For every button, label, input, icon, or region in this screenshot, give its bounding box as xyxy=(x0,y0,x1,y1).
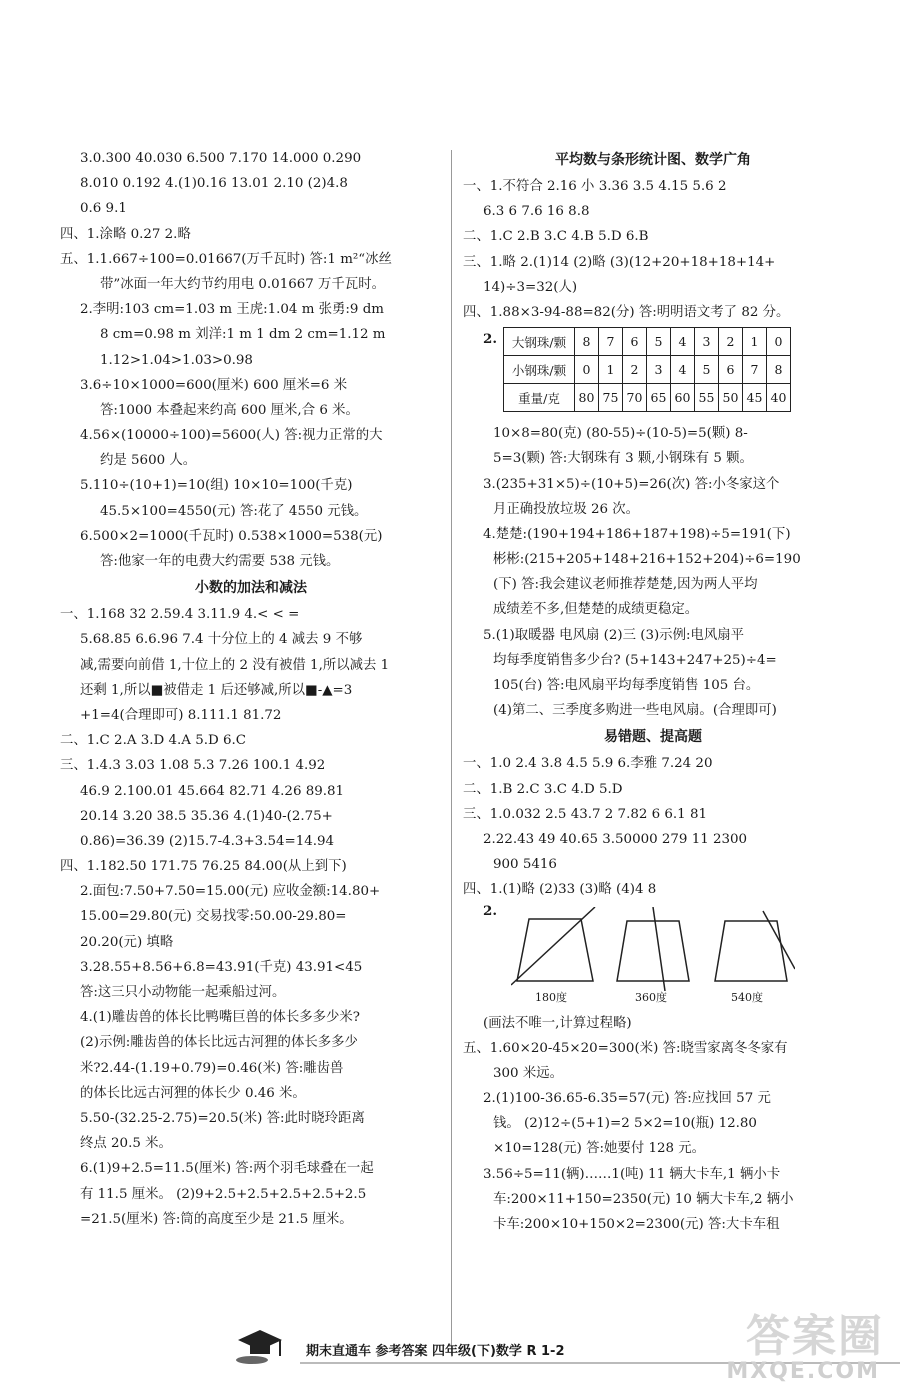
angle-label: 540度 xyxy=(731,990,763,1004)
table-cell: 1 xyxy=(743,328,767,356)
table-cell: 0 xyxy=(767,328,791,356)
answer-line: 有 11.5 厘米。 (2)9+2.5+2.5+2.5+2.5+2.5 xyxy=(80,1186,367,1202)
column-divider xyxy=(451,150,452,1355)
answer-line: 四、1.(1)略 (2)33 (3)略 (4)4 8 xyxy=(463,882,657,898)
table-cell: 4 xyxy=(671,328,695,356)
table-cell: 8 xyxy=(575,328,599,356)
answer-line: =21.5(厘米) 答:筒的高度至少是 21.5 厘米。 xyxy=(80,1211,353,1227)
answer-line: 二、1.C 2.A 3.D 4.A 5.D 6.C xyxy=(60,733,247,749)
answer-line: 的体长比远古河狸的体长少 0.46 米。 xyxy=(80,1085,306,1101)
table-cell: 40 xyxy=(767,384,791,412)
quadrilateral-figure xyxy=(613,907,693,991)
page-footer xyxy=(230,1340,700,1370)
answer-line: (下) 答:我会建议老师推荐楚楚,因为两人平均 xyxy=(493,577,758,593)
answer-line: 三、1.0.032 2.5 43.7 2 7.82 6 6.1 81 xyxy=(463,806,707,822)
answer-line: 45.5×100=4550(元) 答:花了 4550 元钱。 xyxy=(100,503,368,519)
table-cell: 2 xyxy=(719,328,743,356)
weight-table xyxy=(503,327,791,412)
answer-line: 46.9 2.100.01 45.664 82.71 4.26 89.81 xyxy=(80,783,345,799)
answer-line: 3.0.300 40.030 6.500 7.170 14.000 0.290 xyxy=(80,151,362,166)
answer-line: 6.500×2=1000(千瓦时) 0.538×1000=538(元) xyxy=(80,528,383,544)
table-cell: 5 xyxy=(695,356,719,384)
trapezoid-shape-3 xyxy=(715,921,787,981)
row-header: 大钢珠/颗 xyxy=(504,328,575,356)
right-column xyxy=(463,146,843,1237)
angle-figures xyxy=(463,903,843,1011)
answer-line: 14)÷3=32(人) xyxy=(483,279,578,295)
table-cell: 45 xyxy=(743,384,767,412)
answer-line: 5.110÷(10+1)=10(组) 10×10=100(千克) xyxy=(80,478,353,494)
answer-line: 成绩差不多,但楚楚的成绩更稳定。 xyxy=(493,602,699,618)
row-header: 重量/克 xyxy=(504,384,575,412)
answer-line: 4.楚楚:(190+194+186+187+198)÷5=191(下) xyxy=(483,526,791,542)
answer-line: 四、1.182.50 171.75 76.25 84.00(从上到下) xyxy=(60,859,347,875)
table-cell: 6 xyxy=(623,328,647,356)
figure-number: 2. xyxy=(483,902,497,919)
answer-line: 二、1.B 2.C 3.C 4.D 5.D xyxy=(463,781,623,797)
answer-line: 3.(235+31×5)÷(10+5)=26(次) 答:小冬家这个 xyxy=(483,476,780,492)
answer-line: 5=3(颗) 答:大钢珠有 3 颗,小钢珠有 5 颗。 xyxy=(493,451,753,467)
answer-line: 均每季度销售多少台? (5+143+247+25)÷4= xyxy=(493,652,777,668)
answer-line: 二、1.C 2.B 3.C 4.B 5.D 6.B xyxy=(463,229,649,245)
answer-line: 五、1.60×20-45×20=300(米) 答:晓雪家离冬冬家有 xyxy=(463,1040,788,1056)
answer-line: 车:200×11+150=2350(元) 10 辆大卡车,2 辆小 xyxy=(493,1191,794,1207)
answer-line: 答:这三只小动物能一起乘船过河。 xyxy=(80,985,286,1000)
table-cell: 2 xyxy=(623,356,647,384)
answer-line: 10×8=80(克) (80-55)÷(10-5)=5(颗) 8- xyxy=(493,426,748,442)
answer-line: 20.20(元) 填略 xyxy=(80,934,174,950)
answer-line: 300 米远。 xyxy=(493,1065,563,1081)
answer-line: 一、1.168 32 2.59.4 3.11.9 4.< < = xyxy=(60,607,300,623)
table-cell: 55 xyxy=(695,384,719,412)
table-row xyxy=(504,384,791,412)
answer-line: 四、1.涂略 0.27 2.略 xyxy=(60,226,191,242)
answer-line: 105(台) 答:电风扇平均每季度销售 105 台。 xyxy=(493,678,760,693)
table-cell: 3 xyxy=(695,328,719,356)
table-number: 2. xyxy=(483,331,497,348)
trapezoid-shape-1 xyxy=(517,919,593,981)
answer-line: (2)示例:雕齿兽的体长比远古河狸的体长多多少 xyxy=(80,1035,358,1051)
table-cell: 0 xyxy=(575,356,599,384)
answer-line: 20.14 3.20 38.5 35.36 4.(1)40-(2.75+ xyxy=(80,808,333,824)
answer-line: 5.68.85 6.6.96 7.4 十分位上的 4 减去 9 不够 xyxy=(80,632,363,648)
answer-line: 三、1.4.3 3.03 1.08 5.3 7.26 100.1 4.92 xyxy=(60,758,326,774)
answer-line: 5.(1)取暖器 电风扇 (2)三 (3)示例:电风扇平 xyxy=(483,627,745,643)
answer-line: 带”冰面一年大约节约用电 0.01667 万千瓦时。 xyxy=(100,276,385,292)
table-cell: 7 xyxy=(599,328,623,356)
answer-line: 一、1.0 2.4 3.8 4.5 5.9 6.李雅 7.24 20 xyxy=(463,756,713,772)
answer-line: 米?2.44-(1.19+0.79)=0.46(米) 答:雕齿兽 xyxy=(80,1060,344,1076)
cut-line-3 xyxy=(763,911,795,969)
answer-line: 答:他家一年的电费大约需要 538 元钱。 xyxy=(100,554,340,569)
answer-line: 4.56×(10000÷100)=5600(人) 答:视力正常的大 xyxy=(80,428,383,444)
footer-text: 期末直通车 参考答案 四年级(下)数学 R 1-2 xyxy=(306,1344,565,1359)
table-cell: 4 xyxy=(671,356,695,384)
table-cell: 80 xyxy=(575,384,599,412)
table-cell: 7 xyxy=(743,356,767,384)
answer-line: 2.(1)100-36.65-6.35=57(元) 答:应找回 57 元 xyxy=(483,1091,771,1107)
answer-line: 3.28.55+8.56+6.8=43.91(千克) 43.91<45 xyxy=(80,959,363,975)
table-row xyxy=(504,328,791,356)
answer-line: +1=4(合理即可) 8.111.1 81.72 xyxy=(80,707,282,723)
table-cell: 75 xyxy=(599,384,623,412)
graduation-cap-icon xyxy=(230,1326,290,1366)
weight-table-block xyxy=(463,327,843,419)
answer-line: 还剩 1,所以■被借走 1 后还够减,所以■-▲=3 xyxy=(80,682,353,698)
table-cell: 50 xyxy=(719,384,743,412)
answer-line: 卡车:200×10+150×2=2300(元) 答:大卡车租 xyxy=(493,1217,780,1232)
answer-line: 8.010 0.192 4.(1)0.16 13.01 2.10 (2)4.8 xyxy=(80,176,348,192)
answer-line: 答:1000 本叠起来约高 600 厘米,合 6 米。 xyxy=(100,402,359,418)
answer-line: 6.(1)9+2.5=11.5(厘米) 答:两个羽毛球叠在一起 xyxy=(80,1161,374,1177)
section-heading: 小数的加法和减法 xyxy=(195,580,307,597)
watermark xyxy=(680,1300,890,1390)
table-cell: 3 xyxy=(647,356,671,384)
section-heading: 平均数与条形统计图、数学广角 xyxy=(555,152,751,168)
answer-line: 约是 5600 人。 xyxy=(100,453,197,469)
table-cell: 8 xyxy=(767,356,791,384)
answer-line: 钱。 (2)12÷(5+1)=2 5×2=10(瓶) 12.80 xyxy=(493,1116,757,1132)
table-cell: 65 xyxy=(647,384,671,412)
answer-line: 3.6÷10×1000=600(厘米) 600 厘米=6 米 xyxy=(80,377,348,393)
answer-line: ×10=128(元) 答:她要付 128 元。 xyxy=(493,1141,706,1157)
section-heading: 易错题、提高题 xyxy=(604,729,702,746)
table-cell: 5 xyxy=(647,328,671,356)
triangle-figure xyxy=(511,907,597,987)
watermark-title: 答案圈 xyxy=(746,1311,884,1362)
answer-line: 1.12>1.04>1.03>0.98 xyxy=(100,352,253,368)
table-cell: 60 xyxy=(671,384,695,412)
watermark-url: MXQE.COM xyxy=(726,1359,880,1384)
answer-line: 6.3 6 7.6 16 8.8 xyxy=(483,204,590,220)
answer-line: 一、1.不符合 2.16 小 3.36 3.5 4.15 5.6 2 xyxy=(463,179,727,194)
answer-line: 8 cm=0.98 m 刘洋:1 m 1 dm 2 cm=1.12 m xyxy=(100,327,386,343)
answer-line: 减,需要向前借 1,十位上的 2 没有被借 1,所以减去 1 xyxy=(80,657,390,673)
cut-line-2 xyxy=(653,907,665,991)
answer-line: 3.56÷5=11(辆)……1(吨) 11 辆大卡车,1 辆小卡 xyxy=(483,1166,781,1182)
figure-note: (画法不唯一,计算过程略) xyxy=(483,1015,632,1031)
angle-label: 360度 xyxy=(635,990,667,1004)
answer-line: 5.50-(32.25-2.75)=20.5(米) 答:此时晓玲距离 xyxy=(80,1110,365,1126)
trapezoid-shape-2 xyxy=(617,921,689,981)
answer-line: 2.面包:7.50+7.50=15.00(元) 应收金额:14.80+ xyxy=(80,884,381,900)
answer-line: 五、1.1.667÷100=0.01667(万千瓦时) 答:1 m²“冰丝 xyxy=(60,251,392,267)
answer-line: 彬彬:(215+205+148+216+152+204)÷6=190 xyxy=(493,552,801,568)
table-row xyxy=(504,356,791,384)
table-cell: 6 xyxy=(719,356,743,384)
pentagon-figure xyxy=(711,907,795,987)
angle-label: 180度 xyxy=(535,990,567,1004)
answer-line: 四、1.88×3-94-88=82(分) 答:明明语文考了 82 分。 xyxy=(463,304,790,320)
answer-line: 4.(1)雕齿兽的体长比鸭嘴巨兽的体长多多少米? xyxy=(80,1010,360,1026)
answer-line: 三、1.略 2.(1)14 (2)略 (3)(12+20+18+18+14+ xyxy=(463,254,776,270)
answer-line: 终点 20.5 米。 xyxy=(80,1136,172,1152)
table-cell: 70 xyxy=(623,384,647,412)
answer-line: 2.李明:103 cm=1.03 m 王虎:1.04 m 张勇:9 dm xyxy=(80,302,384,318)
answer-line: 15.00=29.80(元) 交易找零:50.00-29.80= xyxy=(80,909,347,925)
answer-line: 900 5416 xyxy=(493,857,557,873)
answer-line: (4)第二、三季度多购进一些电风扇。(合理即可) xyxy=(493,703,777,719)
answer-line: 0.6 9.1 xyxy=(80,201,127,217)
answer-line: 2.22.43 49 40.65 3.50000 279 11 2300 xyxy=(483,831,748,847)
table-cell: 1 xyxy=(599,356,623,384)
answer-line: 月正确投放垃圾 26 次。 xyxy=(493,501,640,517)
row-header: 小钢珠/颗 xyxy=(504,356,575,384)
left-column xyxy=(60,146,442,1232)
answer-line: 0.86)=36.39 (2)15.7-4.3+3.54=14.94 xyxy=(80,833,335,849)
